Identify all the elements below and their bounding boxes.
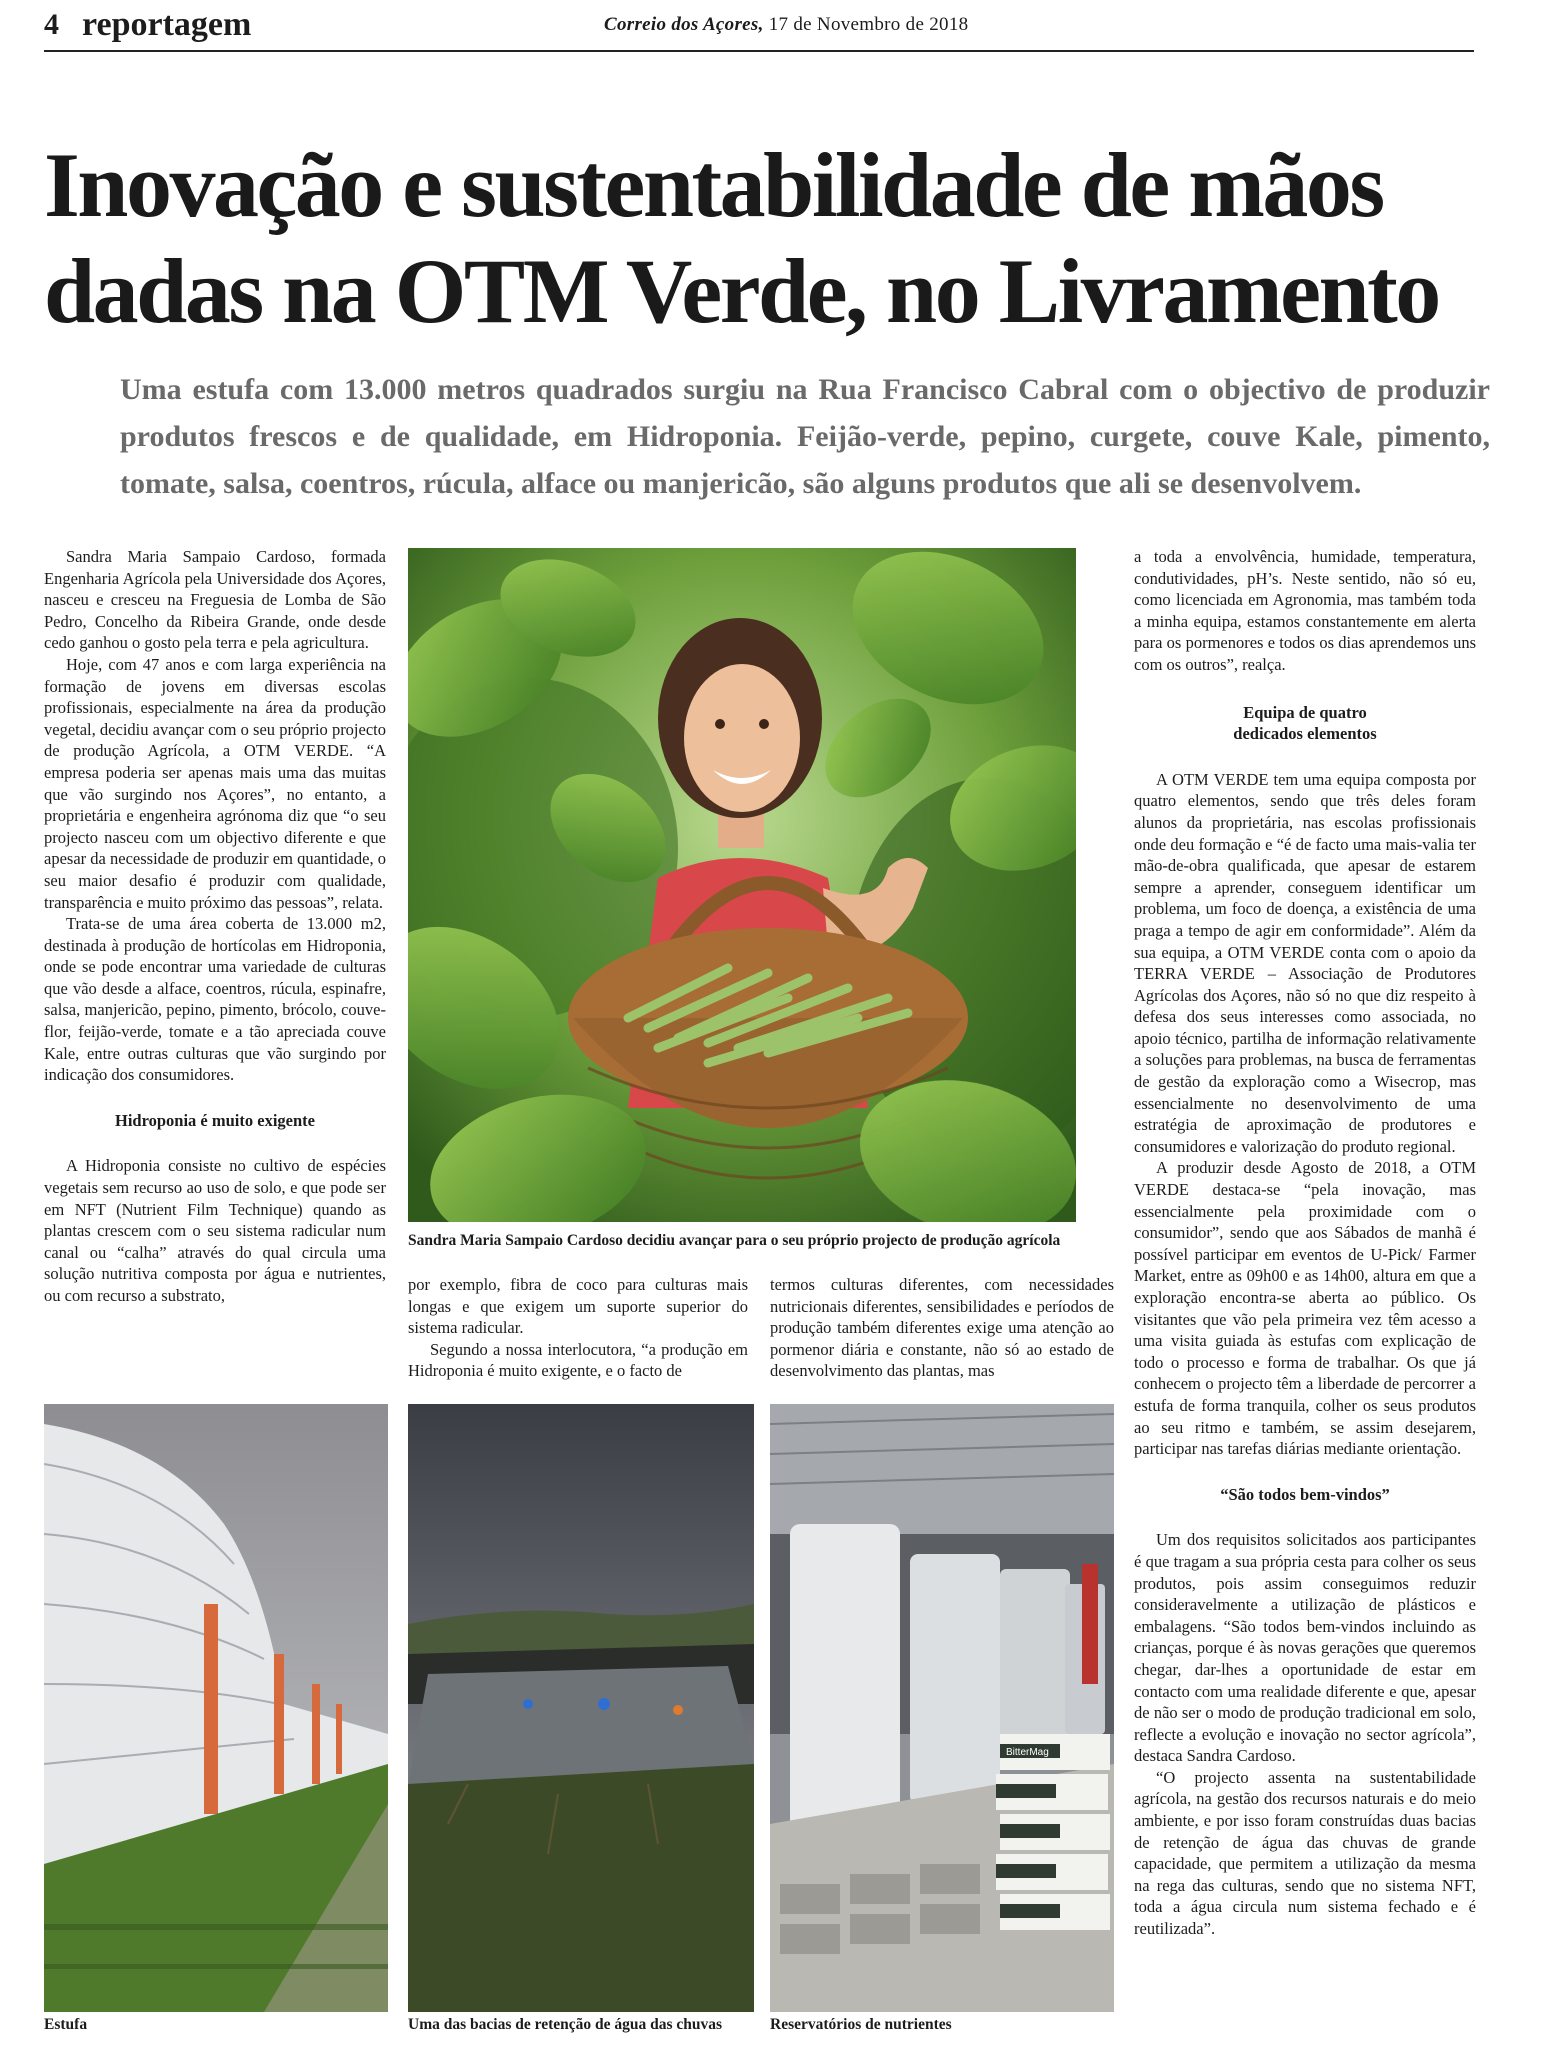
body-paragraph: Um dos requisitos solicitados aos participantes é que tragam a sua própria cesta para colher os seus produtos, pois assim conseguimos reduzir consideravelmente a utilização de plásticos e embalagens. “São todos bem-vindos incluindo as crianças, porque é às novas gerações que queremos chegar, dar-lhes a oportunidade de estar em contacto com uma realidade diferente e que, apesar de não ser o modo de produção tradicional em solo, reflecte a evolução e inovação no sector agrícola”, destaca Sandra Cardoso. (1134, 1530, 1476, 1766)
body-paragraph: Trata-se de uma área coberta de 13.000 m2, destinada à produção de hortícolas em Hidroponia, onde se pode encontrar uma variedade de culturas que vão desde a alface, coentros, rúcula, espinafre, salsa, manjericão, pepino, pimento, brócolo, couve-flor, feijão-verde, tomate e a tão apreciada couve Kale, entre outras culturas que vão surgindo por indicação dos consumidores. (44, 914, 386, 1085)
body-paragraph: A OTM VERDE tem uma equipa composta por quatro elementos, sendo que três deles foram alunos da proprietária, nas escolas profissionais onde deu formação e “é de facto uma mais-valia ter mão-de-obra qualificada, que apesar de estarem sempre a aprender, conseguem identificar um problema, um foco de doença, a existência de uma praga a tempo de agir em conformidade”. Além da sua equipa, a OTM VERDE conta com o apoio da TERRA VERDE – Associação de Produtores Agrícolas dos Açores, não só no que diz respeito à defesa dos seus interesses como associada, no apoio técnico, partilha de informação relativamente a soluções para problemas, na busca de ferramentas de gestão da exploração como a Wisecrop, mas essencialmente no desenvolvimento de uma estratégia de aproximação de produtores e consumidores e valorização do produto regional. (1134, 769, 1476, 1156)
main-photo-woman-with-basket (408, 548, 1076, 1222)
photo-greenhouse (44, 1404, 388, 2012)
photo-nutrient-tanks (770, 1404, 1114, 2012)
body-paragraph: Segundo a nossa interlocutora, “a produção em Hidroponia é muito exigente, e o facto de (408, 1339, 748, 1381)
article-column-3 (770, 1274, 1114, 1382)
article-column-4 (1134, 546, 1476, 1940)
headline-line-2: dadas na OTM Verde, no Livramento (44, 240, 1439, 342)
lead-paragraph: Uma estufa com 13.000 metros quadrados surgiu na Rua Francisco Cabral com o objectivo de produzir produtos frescos e de qualidade, em Hidroponia. Feijão-verde, pepino, curgete, couve Kale, pimento, tomate, salsa, coentros, rúcula, alface ou manjericão, são alguns produtos que ali se desenvolvem. (120, 373, 1490, 500)
body-paragraph: “O projecto assenta na sustentabilidade agrícola, na gestão dos recursos naturais e do meio ambiente, e por isso foram construídas duas bacias de retenção de água das chuvas de grande capacidade, que permitem a utilização da mesma na rega das culturas, sendo que no sistema NFT, toda a água circula num sistema fechado e é reutilizada”. (1134, 1767, 1476, 1939)
photo-greenhouse-caption: Estufa (44, 2016, 88, 2033)
headline (44, 132, 1514, 344)
subheading: Hidroponia é muito exigente (115, 1110, 315, 1130)
page-header (44, 8, 1474, 52)
body-paragraph: por exemplo, fibra de coco para culturas mais longas e que exigem um suporte superior do sistema radicular. (408, 1275, 748, 1338)
photo-basin-caption: Uma das bacias de retenção de água das chuvas (408, 2016, 723, 2033)
body-paragraph: Hoje, com 47 anos e com larga experiência na formação de jovens em diversas escolas profissionais, especialmente na área da produção vegetal, decidiu avançar com o seu próprio projecto de produção Agrícola, a OTM VERDE. “A empresa poderia ser apenas mais uma das muitas que vão surgindo nos Açores”, no entanto, a proprietária e engenheira agrónoma diz que “o seu projecto nasceu com um objectivo diferente e que apesar da necessidade de produzir em quantidade, o seu maior desafio é produzir com qualidade, transparência e muito próximo das pessoas”, relata. (44, 654, 386, 912)
section-name: reportagem (82, 6, 252, 43)
basin-image (408, 1404, 754, 2012)
body-paragraph: Sandra Maria Sampaio Cardoso, formada Engenharia Agrícola pela Universidade dos Açores, nasceu e cresceu na Freguesia de Lomba de São Pedro, Concelho da Ribeira Grande, onde desde cedo ganhou o gosto pela terra e pela agricultura. (44, 547, 386, 653)
body-paragraph: A produzir desde Agosto de 2018, a OTM VERDE destaca-se “pela inovação, mas essencialmente pela proximidade com o consumidor”, sendo que aos Sábados de manhã é possível participar em eventos de U-Pick/ Farmer Market, entre as 09h00 e as 14h00, altura em que a exploração encontra-se aberta ao público. Os visitantes que vão pela primeira vez têm acesso a uma visita guiada às estufas com explicação de todo o processo e forma de trabalhar. Os que já conhecem o projecto têm a liberdade de percorrer a estufa de forma tranquila, colher os seus produtos ao seu ritmo e também, se assim desejarem, participar nas tarefas diárias mediante orientação. (1134, 1158, 1476, 1459)
greenhouse-image (44, 1404, 388, 2012)
bag-label: BitterMag (1006, 1747, 1049, 1758)
subheading-line-1: Equipa de quatro (1243, 702, 1367, 722)
article-column-1 (44, 546, 386, 1307)
issue-date: 17 de Novembro de 2018 (768, 14, 969, 35)
body-paragraph: termos culturas diferentes, com necessidades nutricionais diferentes, sensibilidades e períodos de produção também diferentes exige uma atenção ao pormenor diária e constante, não só ao estado de desenvolvimento das plantas, mas (770, 1275, 1114, 1381)
article-column-2 (408, 1274, 748, 1382)
subheading (1134, 702, 1476, 745)
subheading: “São todos bem-vindos” (1220, 1484, 1390, 1504)
page-number: 4 (44, 8, 59, 41)
photo-tanks-caption: Reservatórios de nutrientes (770, 2016, 952, 2033)
body-paragraph: a toda a envolvência, humidade, temperatura, condutividades, pH’s. Neste sentido, não só eu, como licenciada em Agronomia, mas também toda a minha equipa, estamos constantemente em alerta para os pormenores e todos os dias aprendemos uns com os outros”, realça. (1134, 547, 1476, 674)
photo-water-basin (408, 1404, 754, 2012)
newspaper-dateline (604, 14, 968, 36)
photo-illustration (408, 548, 1076, 1222)
main-photo-caption: Sandra Maria Sampaio Cardoso decidiu avançar para o seu próprio projecto de produção agrícola (408, 1232, 1061, 1249)
tanks-image (770, 1404, 1114, 2012)
body-paragraph: A Hidroponia consiste no cultivo de espécies vegetais sem recurso ao uso de solo, e que pode ser em NFT (Nutrient Film Technique) quando as plantas crescem com o seu sistema radicular num canal ou “calha” através do qual circula uma solução nutritiva composta por água e nutrientes, ou com recurso a substrato, (44, 1156, 386, 1305)
subheading-line-2: dedicados elementos (1233, 724, 1377, 744)
newspaper-name: Correio dos Açores, (604, 14, 764, 35)
headline-line-1: Inovação e sustentabilidade de mãos (44, 134, 1383, 236)
